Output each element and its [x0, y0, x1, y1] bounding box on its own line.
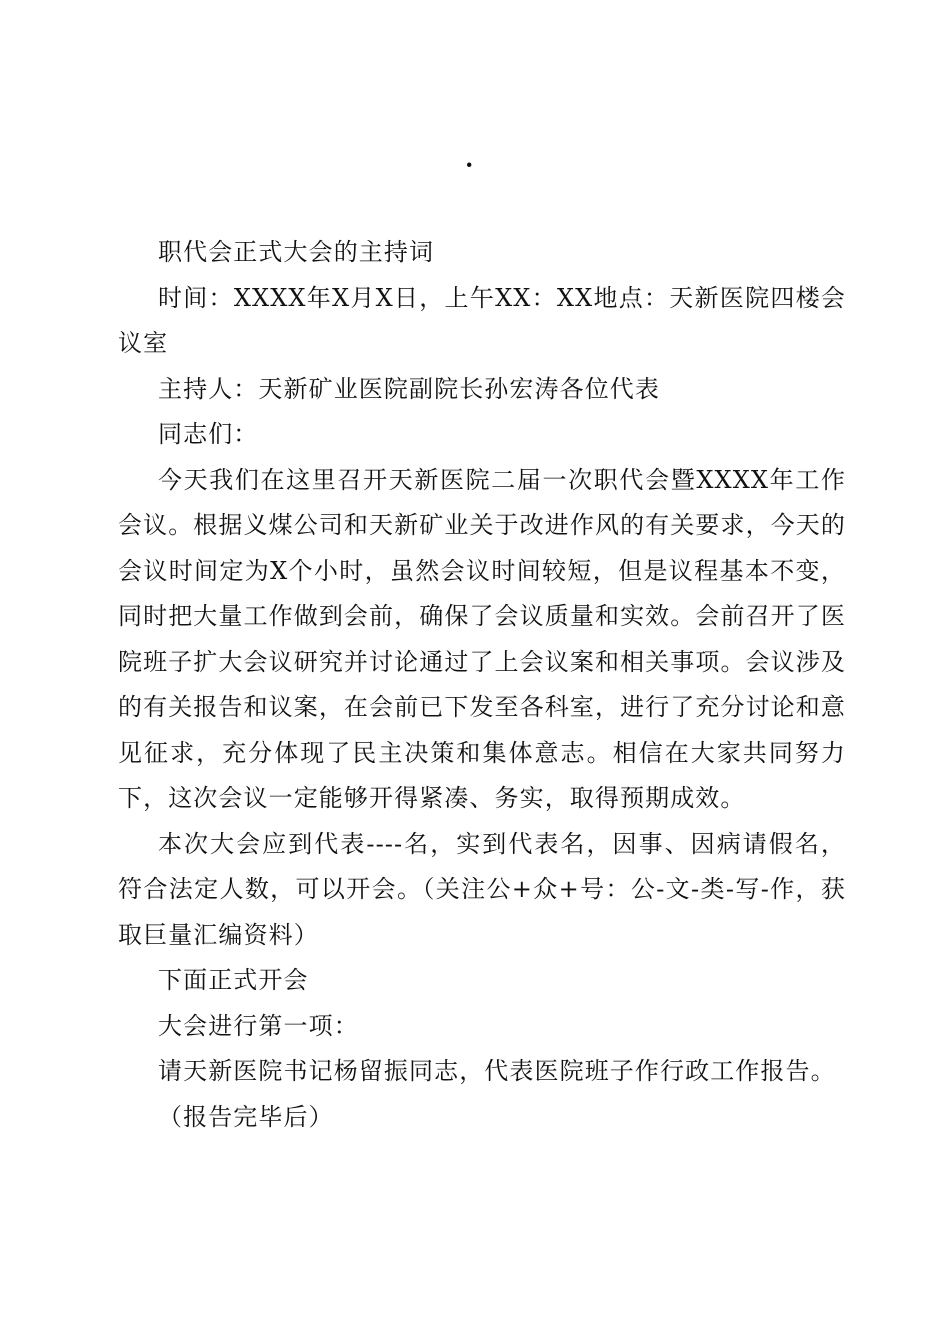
- attendance-paragraph: 本次大会应到代表----名，实到代表名，因事、因病请假名，符合法定人数，可以开会。（关注公+众+号：公-文-类-写-作，获取巨量汇编资料）: [118, 829, 846, 949]
- host-paragraph: 主持人：天新矿业医院副院长孙宏涛各位代表: [158, 374, 660, 403]
- header-dot: ·: [465, 150, 474, 179]
- opening-paragraph: 下面正式开会: [158, 966, 309, 994]
- document-title: 职代会正式大会的主持词: [158, 238, 435, 266]
- time-location-paragraph: 时间：XXXX年X月X日，上午XX：XX地点：天新医院四楼会议室: [118, 283, 846, 357]
- report-note: （报告完毕后）: [158, 1102, 334, 1131]
- request-paragraph: 请天新医院书记杨留振同志，代表医院班子作行政工作报告。: [158, 1057, 836, 1085]
- document-body: [118, 230, 846, 1140]
- intro-paragraph: 今天我们在这里召开天新医院二届一次职代会暨XXXX年工作会议。根据义煤公司和天新矿业关于改进作风的有关要求，今天的会议时间定为X个小时，虽然会议时间较短，但是议程基本不变，同时把大量工作做到会前，确保了会议质量和实效。会前召开了医院班子扩大会议研究并讨论通过了上会议案和相关事项。会议涉及的有关报告和议案，在会前已下发至各科室，进行了充分讨论和意见征求，充分体现了民主决策和集体意志。相信在大家共同努力下，这次会议一定能够开得紧凑、务实，取得预期成效。: [118, 465, 846, 812]
- salutation-paragraph: 同志们：: [158, 420, 259, 448]
- agenda-item-one: 大会进行第一项：: [158, 1011, 359, 1040]
